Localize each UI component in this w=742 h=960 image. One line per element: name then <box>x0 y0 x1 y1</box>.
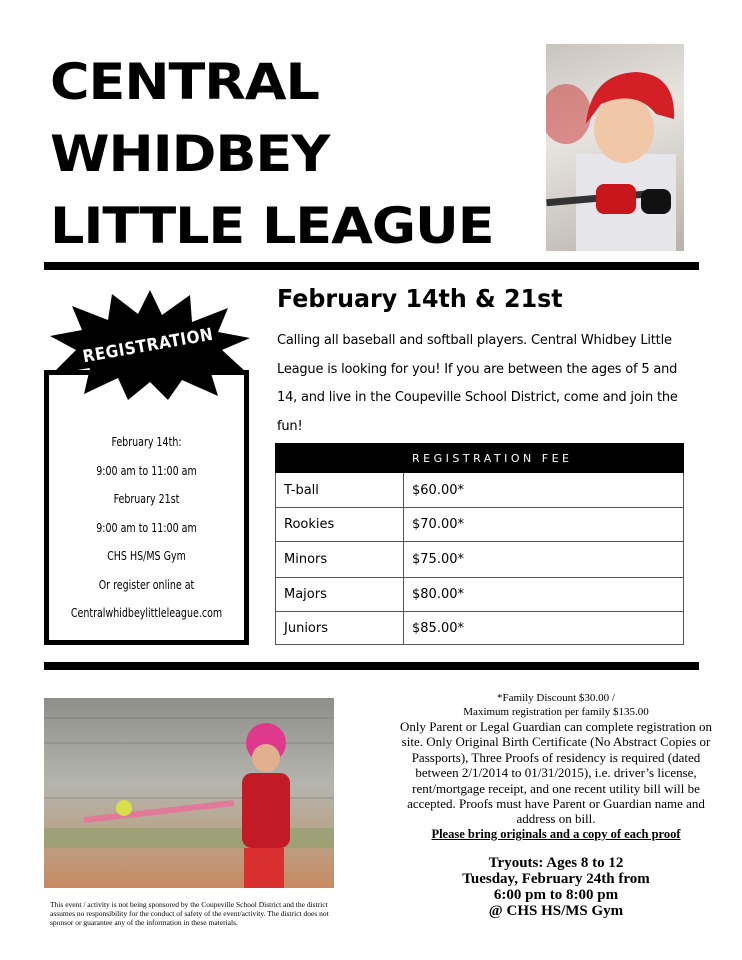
table-row: Rookies $70.00* <box>276 508 684 542</box>
event-dates-heading: February 14th & 21st <box>277 284 563 313</box>
schedule-details: February 14th: 9:00 am to 11:00 am February 21st 9:00 am to 11:00 am CHS HS/MS Gym Or register online at Centralwhidbeylittleleague.com <box>70 435 223 620</box>
softball-girl-photo <box>44 698 334 888</box>
league-title: CENTRAL WHIDBEY LITTLE LEAGUE <box>50 53 494 255</box>
table-row: T-ball $60.00* <box>276 473 684 508</box>
registration-notes: *Family Discount $30.00 / Maximum registration per family $135.00 Only Parent or Legal Guardian can complete registration on site. Only Original Birth Certificate (No Abstract Copies or Passports), Three Proofs of residency is required (dated between 2/1/2014 to 01/31/2015), i.e. driver’s license, rent/mortgage receipt, and one recent utility bill will be accepted. Proofs must have Parent or Guardian name and address on bill. Please bring originals and a copy of each proof Tryouts: Ages 8 to 12 Tuesday, February 24th from 6:00 pm to 8:00 pm @ CHS HS/MS Gym <box>398 691 714 919</box>
disclaimer: This event / activity is not being sponsored by the Coupeville School District and the district assumes no responsibility for the conduct of safety of the event/activity. The district does not sponsor or guarantee any of the information in these materials. <box>50 900 329 927</box>
top-divider <box>44 262 699 270</box>
table-row: Minors $75.00* <box>276 542 684 578</box>
intro-paragraph: Calling all baseball and softball players. Central Whidbey Little League is looking for you! If you are between the ages of 5 and 14, and live in the Coupeville School District, come and join the fun! <box>277 333 678 434</box>
registration-fee-table <box>275 443 684 645</box>
table-row: Juniors $85.00* <box>276 612 684 645</box>
batter-boy-photo <box>546 44 684 251</box>
tryouts-info: Tryouts: Ages 8 to 12 Tuesday, February 24th from 6:00 pm to 8:00 pm @ CHS HS/MS Gym <box>462 855 650 920</box>
table-header: REGISTRATION FEE <box>276 444 684 473</box>
registration-badge: REGISTRATION <box>81 324 215 368</box>
middle-divider <box>44 662 699 670</box>
table-row: Majors $80.00* <box>276 578 684 612</box>
